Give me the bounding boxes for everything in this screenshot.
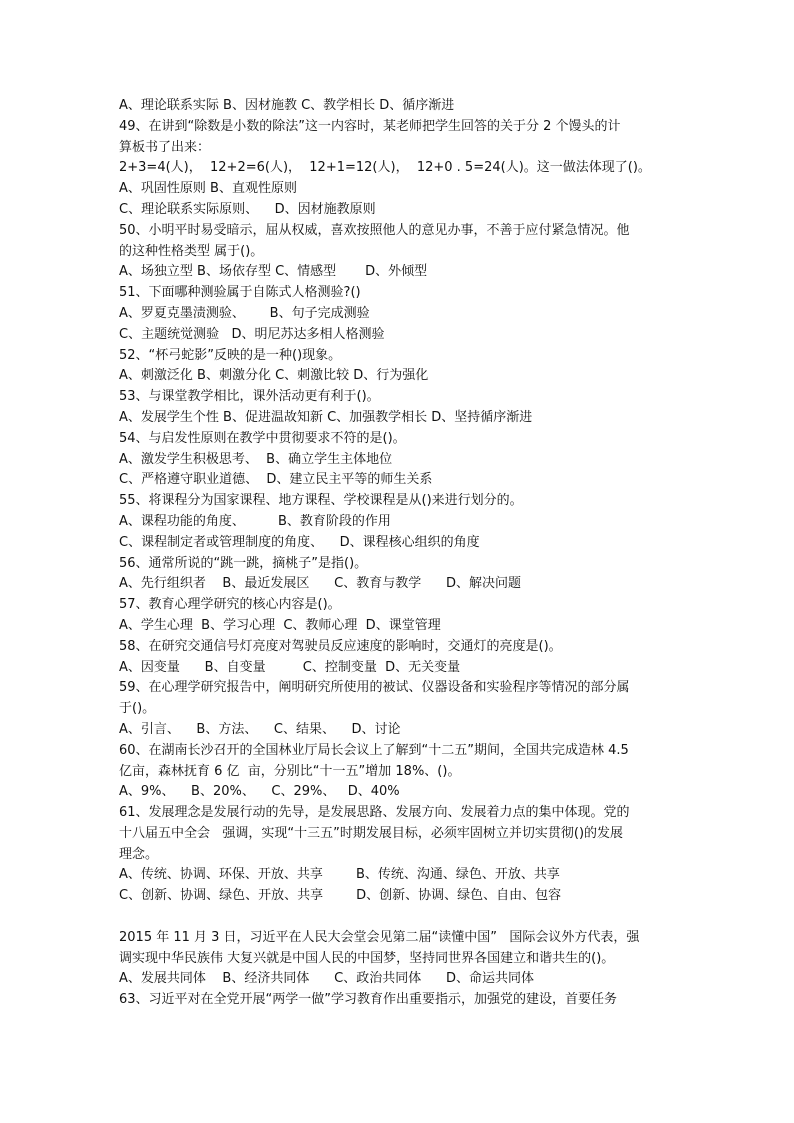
- text-line: 54、与启发性原则在教学中贯彻要求不符的是()。: [119, 430, 406, 446]
- text-line: A、刺激泛化 B、刺激分化 C、刺激比较 D、行为强化: [119, 368, 429, 384]
- text-line: C、主题统觉测验 D、明尼苏达多相人格测验: [119, 326, 385, 342]
- blank-line: [119, 907, 679, 928]
- text-line: C、严格遵守职业道德、 D、建立民主平等的师生关系: [119, 472, 433, 488]
- text-line: 算板书了出来：: [119, 139, 211, 155]
- text-line: A、罗夏克墨渍测验、 B、句子完成测验: [119, 305, 370, 321]
- text-line: 63、习近平对在全党开展“两学一做”学习教育作出重要指示，加强党的建设，首要任务: [119, 992, 618, 1008]
- text-line: 61、发展理念是发展行动的先导，是发展思路、发展方向、发展着力点的集中体现。党的: [119, 805, 630, 821]
- text-line: 55、将课程分为国家课程、地方课程、学校课程是从()来进行划分的。: [119, 493, 523, 509]
- text-line: 2+3=4(人)， 12+2=6(人)， 12+1=12(人)， 12+0 . 5=24(人)。这一做法体现了()。: [119, 160, 651, 176]
- text-line: A、先行组织者 B、最近发展区 C、教育与教学 D、解决问题: [119, 576, 522, 592]
- text-line: C、理论联系实际原则、 D、因材施教原则: [119, 201, 376, 217]
- text-line: 58、在研究交通信号灯亮度对驾驶员反应速度的影响时，交通灯的亮度是()。: [119, 638, 562, 654]
- text-line: C、课程制定者或管理制度的角度、 D、课程核心组织的角度: [119, 534, 480, 550]
- text-line: 50、小明平时易受暗示，屈从权威，喜欢按照他人的意见办事，不善于应付紧急情况。他: [119, 222, 630, 238]
- text-line: A、课程功能的角度、 B、教育阶段的作用: [119, 513, 391, 529]
- text-line: A、发展共同体 B、经济共同体 C、政治共同体 D、命运共同体: [119, 971, 535, 987]
- text-line: A、激发学生积极思考、 B、确立学生主体地位: [119, 451, 393, 467]
- text-line: 49、在讲到“除数是小数的除法”这一内容时，某老师把学生回答的关于分 2 个馒头的计: [119, 118, 621, 134]
- text-line: A、因变量 B、自变量 C、控制变量 D、无关变量: [119, 659, 461, 675]
- text-line: A、场独立型 B、场依存型 C、情感型 D、外倾型: [119, 264, 428, 280]
- text-line: A、发展学生个性 B、促进温故知新 C、加强教学相长 D、坚持循序渐进: [119, 409, 533, 425]
- text-line: A、理论联系实际 B、因材施教 C、教学相长 D、循序渐进: [119, 98, 455, 113]
- text-line: 60、在湖南长沙召开的全国林业厅局长会议上了解到“十二五”期间，全国共完成造林 4.5: [119, 742, 629, 758]
- text-line: 调实现中华民族伟 大复兴就是中国人民的中国梦，坚持同世界各国建立和谐共生的()。: [119, 950, 615, 966]
- text-line: 53、与课堂教学相比，课外活动更有利于()。: [119, 389, 380, 405]
- exam-questions: [119, 96, 679, 1011]
- text-line: A、传统、协调、环保、开放、共享 B、传统、沟通、绿色、开放、共享: [119, 867, 560, 883]
- text-line: 56、通常所说的“跳一跳，摘桃子”是指()。: [119, 555, 368, 571]
- text-line: A、引言、 B、方法、 C、结果、 D、讨论: [119, 721, 401, 737]
- text-line: 52、“杯弓蛇影”反映的是一种()现象。: [119, 347, 342, 363]
- text-line: 亿亩，森林抚育 6 亿 亩，分别比“十一五”增加 18%、()。: [119, 763, 461, 779]
- text-line: C、创新、协调、绿色、开放、共享 D、创新、协调、绿色、自由、包容: [119, 888, 562, 904]
- text-line: A、9%、 B、20%、 C、29%、 D、40%: [119, 784, 400, 800]
- text-line: 的这种性格类型 属于()。: [119, 243, 264, 259]
- text-line: 51、下面哪种测验属于自陈式人格测验?(): [119, 285, 361, 301]
- text-line: 59、在心理学研究报告中，阐明研究所使用的被试、仪器设备和实验程序等情况的部分属: [119, 680, 630, 696]
- text-line: 于()。: [119, 701, 156, 717]
- text-line: A、学生心理 B、学习心理 C、教师心理 D、课堂管理: [119, 617, 441, 633]
- text-line: 57、教育心理学研究的核心内容是()。: [119, 597, 341, 613]
- text-line: 2015 年 11 月 3 日，习近平在人民大会堂会见第二届“读懂中国” 国际会议外方代表，强: [119, 929, 640, 945]
- text-line: 理念。: [119, 846, 159, 862]
- text-line: A、巩固性原则 B、直观性原则: [119, 181, 297, 197]
- text-line: 十八届五中全会 强调，实现“十三五”时期发展目标，必须牢固树立并切实贯彻()的发展: [119, 825, 624, 841]
